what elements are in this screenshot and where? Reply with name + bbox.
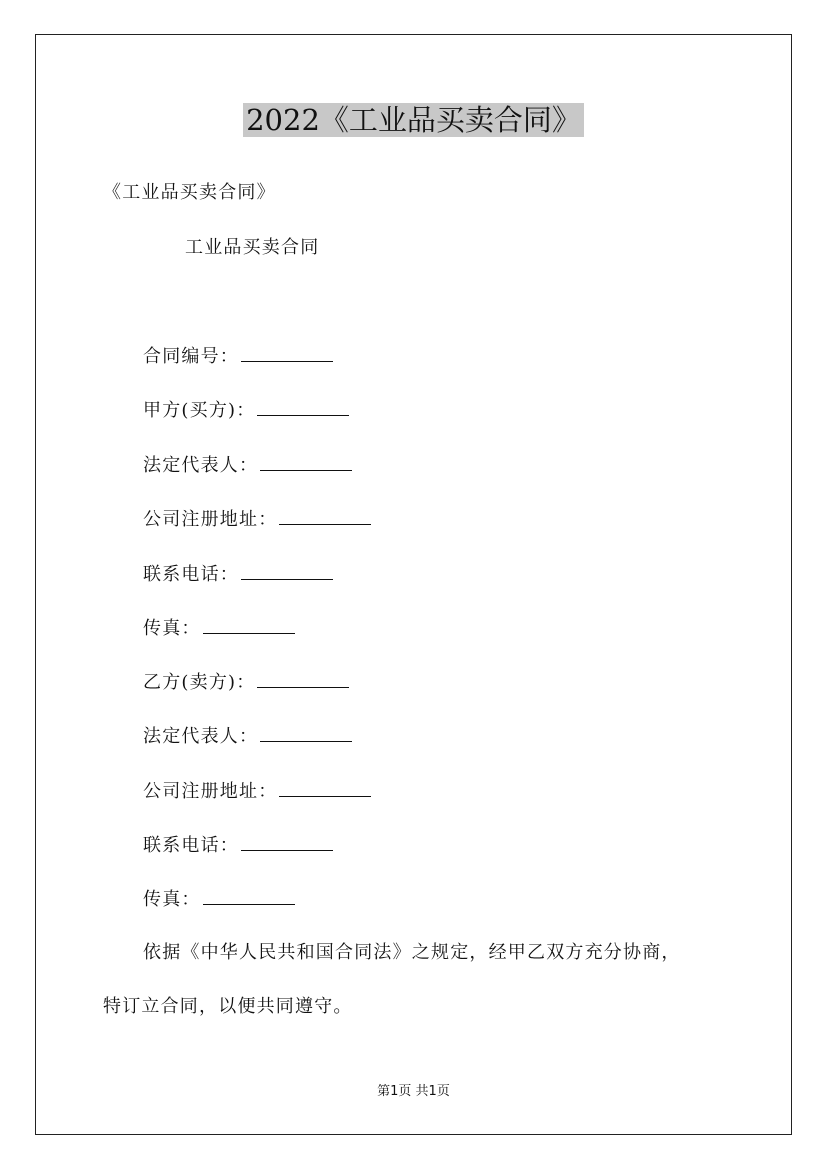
field-label: 联系电话： bbox=[143, 835, 239, 856]
field-label: 合同编号： bbox=[143, 346, 239, 367]
blank-line bbox=[279, 779, 371, 797]
field-fax-a bbox=[143, 616, 295, 641]
field-label: 公司注册地址： bbox=[143, 781, 278, 802]
document-title-wrapper bbox=[0, 100, 827, 140]
field-label: 联系电话： bbox=[143, 564, 239, 585]
blank-line bbox=[241, 833, 333, 851]
field-label: 传真： bbox=[143, 889, 201, 910]
blank-line bbox=[203, 616, 295, 634]
blank-line bbox=[260, 453, 352, 471]
blank-line bbox=[241, 344, 333, 362]
field-phone-b bbox=[143, 833, 333, 858]
blank-line bbox=[257, 398, 349, 416]
field-party-b bbox=[143, 670, 349, 695]
page-footer: 第1页 共1页 bbox=[377, 1084, 450, 1099]
blank-line bbox=[203, 887, 295, 905]
field-party-a bbox=[143, 398, 349, 423]
subtitle-plain: 工业品买卖合同 bbox=[185, 237, 320, 258]
blank-line bbox=[257, 670, 349, 688]
field-fax-b bbox=[143, 887, 295, 912]
field-label: 甲方(买方)： bbox=[143, 400, 256, 421]
blank-line bbox=[260, 724, 352, 742]
field-label: 公司注册地址： bbox=[143, 509, 278, 530]
field-legal-representative-a bbox=[143, 453, 352, 478]
paragraph-line-2: 特订立合同，以便共同遵守。 bbox=[103, 996, 353, 1017]
field-contract-number bbox=[143, 344, 333, 369]
field-label: 乙方(卖方)： bbox=[143, 672, 256, 693]
field-label: 法定代表人： bbox=[143, 726, 259, 747]
blank-line bbox=[279, 507, 371, 525]
field-registered-address-a bbox=[143, 507, 371, 532]
field-legal-representative-b bbox=[143, 724, 352, 749]
blank-line bbox=[241, 562, 333, 580]
document-title: 2022《工业品买卖合同》 bbox=[243, 103, 584, 137]
field-phone-a bbox=[143, 562, 333, 587]
paragraph-line-1: 依据《中华人民共和国合同法》之规定，经甲乙双方充分协商， bbox=[143, 942, 681, 963]
field-label: 法定代表人： bbox=[143, 455, 259, 476]
field-label: 传真： bbox=[143, 618, 201, 639]
subtitle-bracketed: 《工业品买卖合同》 bbox=[103, 182, 276, 203]
field-registered-address-b bbox=[143, 779, 371, 804]
